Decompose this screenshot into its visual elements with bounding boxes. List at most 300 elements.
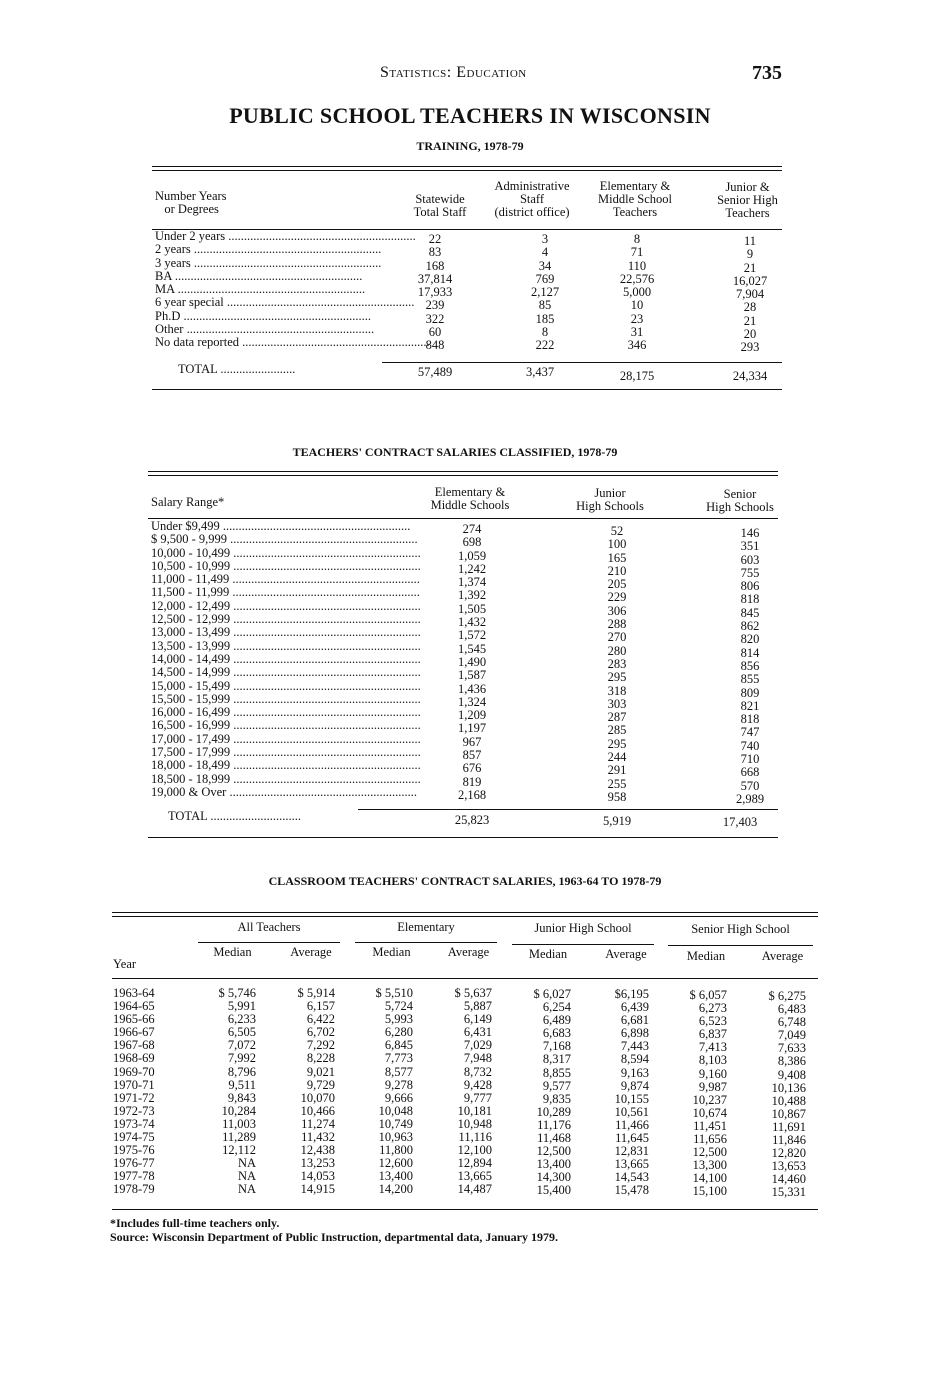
- cell-value: NA: [237, 1156, 256, 1171]
- row-label: [151, 705, 421, 720]
- cell-value: 967: [462, 734, 482, 749]
- cell-value: 2,989: [735, 791, 765, 806]
- cell-value: 6,845: [384, 1038, 413, 1053]
- training-col-elementary: [597, 233, 677, 353]
- header-line: or Degrees: [155, 202, 219, 216]
- leader-dots: ............................................................: [230, 651, 421, 666]
- column-header: [405, 486, 535, 512]
- header-line: Teachers: [725, 206, 770, 220]
- row-label: [151, 665, 421, 680]
- rule: [382, 362, 782, 363]
- row-label: [151, 532, 418, 547]
- page-title: PUBLIC SCHOOL TEACHERS IN WISCONSIN: [229, 103, 711, 128]
- column-header: [555, 487, 665, 513]
- cell-value: 1,572: [457, 628, 487, 643]
- header-line: Number Years: [155, 189, 227, 203]
- row-label-text: Under $9,499: [151, 519, 220, 533]
- cell-value: 7,292: [306, 1038, 335, 1053]
- row-label: [151, 558, 421, 573]
- cell-value: 146: [740, 526, 760, 540]
- cell-value: 7,773: [384, 1051, 413, 1066]
- cell-value: 668: [740, 765, 760, 780]
- cell-value: 10,070: [300, 1090, 335, 1105]
- salaries-total-junior: 5,919: [602, 814, 632, 828]
- cell-value: 6,837: [698, 1027, 727, 1042]
- footnote-fulltime: *Includes full-time teachers only.: [110, 1216, 280, 1230]
- cell-value: 15,100: [692, 1184, 727, 1199]
- leader-dots: ............................................................: [230, 665, 421, 680]
- cell-value: 12,100: [457, 1143, 492, 1158]
- training-total-admin: 3,437: [525, 365, 555, 379]
- cell-value: 5,993: [384, 1012, 413, 1027]
- cell-value: 71: [630, 245, 644, 260]
- header-line: Middle Schools: [430, 498, 510, 512]
- year-label: 1974-75: [113, 1130, 155, 1145]
- salaries-total-senior: 17,403: [722, 815, 758, 829]
- cell-value: 11,468: [537, 1131, 571, 1146]
- column-header: [151, 496, 224, 509]
- cell-value: 820: [740, 632, 760, 647]
- cell-value: 12,112: [222, 1143, 256, 1158]
- cell-value: 6,681: [620, 1013, 649, 1028]
- year-label: 1971-72: [113, 1090, 155, 1105]
- year-label: 1963-64: [113, 986, 155, 1000]
- header-line: Teachers: [612, 205, 658, 219]
- row-label-text: 2 years: [155, 242, 191, 257]
- year-label: 1978-79: [113, 1182, 155, 1197]
- cell-value: 10,155: [614, 1091, 649, 1106]
- cell-value: $ 5,746: [218, 986, 256, 1000]
- cell-value: 17,933: [417, 285, 453, 300]
- cell-value: 13,653: [771, 1159, 806, 1174]
- header-line: (district office): [494, 205, 570, 219]
- cell-value: 293: [740, 340, 760, 355]
- cell-value: 11,451: [693, 1118, 727, 1133]
- salaries-classified-subtitle: TEACHERS' CONTRACT SALARIES CLASSIFIED, 1978-79: [292, 445, 618, 459]
- leader-dots: ............................................................: [230, 558, 421, 573]
- row-label-text: 16,000 - 16,499: [151, 705, 231, 720]
- cell-value: 845: [740, 605, 760, 620]
- cell-value: 809: [740, 685, 760, 700]
- row-label: [151, 598, 421, 613]
- cell-value: 11,466: [615, 1117, 649, 1132]
- subheader-average: Average: [447, 945, 490, 959]
- cell-value: 1,587: [457, 668, 487, 683]
- leader-dots: ............................................................: [230, 598, 421, 613]
- cell-value: 6,280: [384, 1025, 413, 1040]
- salary-column: [176, 987, 256, 1197]
- row-label-text: 14,000 - 14,499: [151, 651, 231, 666]
- cell-value: 85: [538, 298, 552, 313]
- cell-value: 12,500: [536, 1144, 571, 1159]
- cell-value: 7,029: [463, 1038, 492, 1053]
- footnote-source: Source: Wisconsin Department of Public Instruction, departmental data, January 1979.: [110, 1230, 559, 1244]
- rule: [152, 170, 782, 171]
- group-header-junior-high: Junior High School: [534, 921, 632, 935]
- cell-value: 9,843: [227, 1090, 256, 1105]
- row-label-text: 10,000 - 10,499: [151, 545, 231, 560]
- row-label-text: 13,000 - 13,499: [151, 625, 231, 640]
- year-label: 1965-66: [113, 1012, 155, 1027]
- leader-dots: ............................................................: [174, 282, 366, 297]
- cell-value: 6,483: [777, 1002, 806, 1017]
- cell-value: 14,200: [378, 1182, 413, 1197]
- row-label-text: 10,500 - 10,999: [151, 558, 231, 573]
- cell-value: 295: [607, 670, 627, 685]
- cell-value: 8,732: [463, 1064, 492, 1079]
- cell-value: 9,021: [306, 1064, 335, 1079]
- cell-value: 295: [607, 736, 627, 751]
- row-label: [155, 335, 430, 350]
- cell-value: 6,505: [227, 1025, 256, 1040]
- page-number: 735: [752, 62, 782, 84]
- cell-value: 13,253: [300, 1156, 335, 1171]
- cell-value: 11,289: [222, 1130, 256, 1145]
- year-label: 1967-68: [113, 1038, 155, 1053]
- leader-dots: ............................................................: [230, 705, 421, 720]
- cell-value: 1,059: [457, 548, 487, 563]
- row-label-text: MA: [155, 282, 175, 297]
- row-label: [151, 612, 421, 627]
- cell-value: 9: [746, 247, 754, 262]
- leader-dots: ............................................................: [230, 638, 421, 653]
- leader-dots: ............................................................: [230, 718, 421, 733]
- cell-value: 769: [535, 271, 555, 286]
- cell-value: 6,683: [542, 1026, 571, 1041]
- cell-value: 855: [740, 672, 760, 687]
- cell-value: 291: [607, 763, 627, 778]
- rule: [112, 978, 818, 979]
- cell-value: 7,992: [227, 1051, 256, 1066]
- row-label-text: 17,000 - 17,499: [151, 731, 231, 746]
- year-column-header: Year: [113, 957, 137, 971]
- cell-value: 9,666: [384, 1090, 413, 1105]
- cell-value: 9,729: [306, 1077, 335, 1092]
- cell-value: 110: [627, 258, 647, 273]
- cell-value: 7,168: [542, 1039, 571, 1054]
- cell-value: 13,300: [692, 1158, 727, 1173]
- subheader-median: Median: [686, 949, 726, 963]
- training-col-admin: [505, 233, 585, 353]
- cell-value: 13,665: [457, 1169, 492, 1184]
- cell-value: 10,948: [457, 1116, 492, 1131]
- leader-dots: ............................................................: [230, 745, 421, 760]
- training-total-junior-senior: 24,334: [732, 369, 768, 383]
- row-label: [151, 625, 421, 640]
- cell-value: $ 6,027: [533, 987, 571, 1001]
- cell-value: 5,991: [227, 999, 256, 1014]
- leader-dots: ............................................................: [230, 612, 421, 627]
- cell-value: 210: [607, 563, 627, 578]
- column-header: [155, 190, 227, 216]
- cell-value: 7,633: [777, 1041, 806, 1056]
- cell-value: 205: [607, 577, 627, 592]
- cell-value: 37,814: [417, 271, 453, 286]
- cell-value: 100: [607, 537, 627, 552]
- cell-value: 20: [743, 327, 757, 342]
- rule: [152, 389, 782, 390]
- cell-value: 4: [541, 245, 549, 260]
- cell-value: 285: [607, 723, 627, 738]
- cell-value: 168: [425, 258, 445, 273]
- rule: [668, 945, 813, 946]
- column-header: [390, 193, 490, 219]
- cell-value: 1,436: [457, 681, 487, 696]
- cell-value: 10,749: [378, 1116, 413, 1131]
- cell-value: 6,233: [227, 1012, 256, 1027]
- cell-value: 1,324: [457, 694, 487, 709]
- row-label-text: 6 year special: [155, 295, 224, 310]
- cell-value: 10,488: [771, 1093, 806, 1108]
- cell-value: 283: [607, 656, 627, 671]
- cell-value: 14,100: [692, 1171, 727, 1186]
- cell-value: 8,228: [306, 1051, 335, 1066]
- row-label: [155, 255, 382, 270]
- row-label: [151, 519, 411, 533]
- cell-value: 7,049: [777, 1028, 806, 1043]
- cell-value: 9,163: [620, 1065, 649, 1080]
- cell-value: 6,702: [306, 1025, 335, 1040]
- cell-value: 12,831: [614, 1144, 649, 1159]
- cell-value: 806: [740, 579, 760, 594]
- cell-value: 11,645: [615, 1131, 649, 1146]
- cell-value: 10,867: [771, 1106, 806, 1121]
- cell-value: $ 5,510: [375, 986, 413, 1000]
- cell-value: 8,577: [384, 1064, 413, 1079]
- salary-column: [647, 989, 727, 1199]
- cell-value: 11,656: [693, 1132, 727, 1147]
- salaries-col-senior: [705, 527, 795, 806]
- cell-value: 8,796: [227, 1064, 256, 1079]
- rule: [148, 475, 778, 476]
- subheader-median: Median: [372, 945, 411, 959]
- leader-dots: ............................................................: [230, 678, 421, 693]
- cell-value: 1,505: [457, 601, 487, 616]
- cell-value: 11,003: [222, 1116, 256, 1131]
- training-col-junior-senior: [705, 235, 795, 355]
- year-label: 1972-73: [113, 1103, 155, 1118]
- cell-value: 6,422: [306, 1012, 335, 1027]
- row-label: [151, 545, 421, 560]
- cell-value: 12,500: [692, 1145, 727, 1160]
- row-label: [151, 572, 420, 587]
- cell-value: 6,149: [463, 1012, 492, 1027]
- cell-value: 1,432: [457, 615, 487, 630]
- cell-value: 229: [607, 590, 627, 605]
- cell-value: 34: [538, 258, 552, 273]
- row-label-text: 19,000 & Over: [151, 784, 227, 799]
- cell-value: 31: [630, 325, 644, 340]
- leader-dots: ............................................................: [239, 335, 430, 350]
- salary-column: [412, 987, 492, 1197]
- cell-value: 6,439: [620, 1000, 649, 1015]
- row-label-text: 11,000 - 11,499: [151, 572, 230, 587]
- row-label: [155, 283, 365, 296]
- subheader-average: Average: [605, 947, 647, 961]
- cell-value: 10,466: [300, 1103, 335, 1118]
- cell-value: 15,478: [614, 1183, 649, 1198]
- row-label-text: 11,500 - 11,999: [151, 585, 230, 600]
- rule: [112, 1209, 818, 1210]
- cell-value: 9,160: [698, 1066, 727, 1081]
- cell-value: 8: [633, 232, 641, 246]
- cell-value: 280: [607, 643, 627, 658]
- cell-value: 11,176: [537, 1117, 571, 1132]
- year-label: 1976-77: [113, 1156, 155, 1171]
- leader-dots: ............................................................: [230, 771, 421, 786]
- cell-value: 10,674: [692, 1105, 727, 1120]
- row-label-text: No data reported: [155, 335, 239, 350]
- row-label: [155, 242, 382, 257]
- cell-value: 755: [740, 565, 760, 580]
- cell-value: 2,168: [457, 787, 487, 802]
- cell-value: $6,195: [614, 987, 649, 1001]
- cell-value: 16,027: [732, 273, 768, 288]
- cell-value: 818: [740, 592, 760, 607]
- cell-value: 6,748: [777, 1015, 806, 1030]
- cell-value: 287: [607, 710, 627, 725]
- subheader-average: Average: [290, 945, 332, 959]
- cell-value: 14,915: [300, 1182, 335, 1197]
- cell-value: 10,561: [614, 1104, 649, 1119]
- cell-value: 12,894: [457, 1156, 492, 1171]
- cell-value: 6,898: [620, 1026, 649, 1041]
- row-label: [151, 651, 421, 666]
- salaries-col-junior: [577, 525, 657, 804]
- cell-value: 306: [607, 603, 627, 618]
- leader-dots: ............................................................: [219, 519, 411, 533]
- row-label-text: Under 2 years: [155, 229, 226, 243]
- leader-dots: ............................................................: [190, 255, 382, 270]
- cell-value: 1,545: [457, 641, 487, 656]
- header-line: Junior &: [725, 180, 770, 194]
- column-header: [477, 180, 587, 219]
- rule: [152, 166, 782, 167]
- cell-value: 12,438: [300, 1143, 335, 1158]
- row-label: [151, 691, 421, 706]
- salaries-col-elementary: [432, 523, 512, 802]
- section-header-text: Statistics: Education: [380, 64, 527, 81]
- row-label-text: 14,500 - 14,999: [151, 665, 231, 680]
- cell-value: 6,431: [463, 1025, 492, 1040]
- cell-value: 165: [607, 550, 627, 565]
- training-total-elementary: 28,175: [619, 369, 655, 383]
- cell-value: 818: [740, 712, 760, 727]
- header-line: Senior: [723, 487, 757, 501]
- cell-value: 10: [630, 298, 644, 313]
- cell-value: 7,413: [698, 1040, 727, 1055]
- row-label: [155, 229, 416, 243]
- cell-value: 1,242: [457, 561, 487, 576]
- cell-value: 6,489: [542, 1013, 571, 1028]
- row-label: [151, 638, 421, 653]
- column-header: [690, 488, 790, 514]
- cell-value: 14,487: [457, 1182, 492, 1197]
- cell-value: 6,273: [698, 1001, 727, 1016]
- training-col-statewide: [395, 233, 475, 353]
- header-line: Salary Range*: [151, 495, 225, 509]
- header-line: High Schools: [576, 499, 644, 513]
- cell-value: 10,048: [378, 1103, 413, 1118]
- cell-value: 1,392: [457, 588, 487, 603]
- cell-value: 10,237: [692, 1092, 727, 1107]
- cell-value: 60: [428, 325, 442, 340]
- cell-value: $ 5,637: [454, 986, 492, 1000]
- rule: [148, 471, 778, 472]
- cell-value: $ 6,057: [689, 988, 727, 1002]
- row-label-text: 13,500 - 13,999: [151, 638, 231, 653]
- leader-dots: ............................................................: [230, 731, 421, 746]
- cell-value: NA: [237, 1182, 256, 1197]
- cell-value: 1,374: [457, 575, 487, 590]
- cell-value: 9,511: [228, 1077, 256, 1092]
- rule: [355, 942, 497, 943]
- leader-dots: ............................................................: [225, 229, 416, 243]
- salary-column: [255, 987, 335, 1197]
- cell-value: 270: [607, 630, 627, 645]
- cell-value: 351: [740, 539, 760, 554]
- cell-value: 239: [425, 298, 445, 313]
- cell-value: 698: [462, 535, 482, 550]
- leader-dots: ............................................................: [171, 268, 363, 283]
- row-label-text: Ph.D: [155, 308, 181, 323]
- row-label-text: BA: [155, 268, 172, 283]
- year-label: 1977-78: [113, 1169, 155, 1184]
- cell-value: 10,181: [457, 1103, 492, 1118]
- row-label: [151, 758, 421, 773]
- leader-dots: ............................................................: [229, 585, 420, 600]
- rule: [512, 944, 654, 945]
- cell-value: 6,523: [698, 1014, 727, 1029]
- rule: [112, 916, 818, 917]
- cell-value: 8,855: [542, 1065, 571, 1080]
- leader-dots: ............................................................: [230, 625, 421, 640]
- cell-value: 244: [607, 750, 627, 765]
- cell-value: 14,460: [771, 1172, 806, 1187]
- cell-value: 21: [743, 313, 757, 328]
- leader-dots: ............................................................: [229, 572, 420, 587]
- cell-value: $ 5,914: [297, 986, 335, 1000]
- salary-column: [569, 988, 649, 1198]
- cell-value: 9,577: [542, 1078, 571, 1093]
- leader-dots: ............................................................: [190, 242, 382, 257]
- cell-value: 28: [743, 300, 757, 315]
- cell-value: 9,777: [463, 1090, 492, 1105]
- header-line: Total Staff: [413, 205, 467, 219]
- cell-value: 11,432: [301, 1130, 335, 1145]
- header-line: Senior High: [717, 193, 778, 207]
- header-line: Middle School: [598, 192, 672, 206]
- cell-value: 9,278: [384, 1077, 413, 1092]
- year-label: 1973-74: [113, 1116, 155, 1131]
- cell-value: 288: [607, 617, 627, 632]
- year-label: 1970-71: [113, 1077, 155, 1092]
- row-label-text: 18,000 - 18,499: [151, 758, 231, 773]
- header-line: Administrative: [494, 179, 570, 193]
- rule: [198, 942, 340, 943]
- row-label-text: 15,000 - 15,499: [151, 678, 231, 693]
- cell-value: 8,317: [542, 1052, 571, 1067]
- header-line: Staff: [519, 192, 545, 206]
- rule: [148, 837, 778, 838]
- row-label: [151, 771, 421, 786]
- training-total-statewide: 57,489: [417, 365, 453, 379]
- cell-value: NA: [237, 1169, 256, 1184]
- row-label-text: 18,500 - 18,999: [151, 771, 231, 786]
- cell-value: 255: [607, 776, 627, 791]
- row-label-text: 17,500 - 17,999: [151, 745, 231, 760]
- header-line: Junior: [594, 486, 626, 500]
